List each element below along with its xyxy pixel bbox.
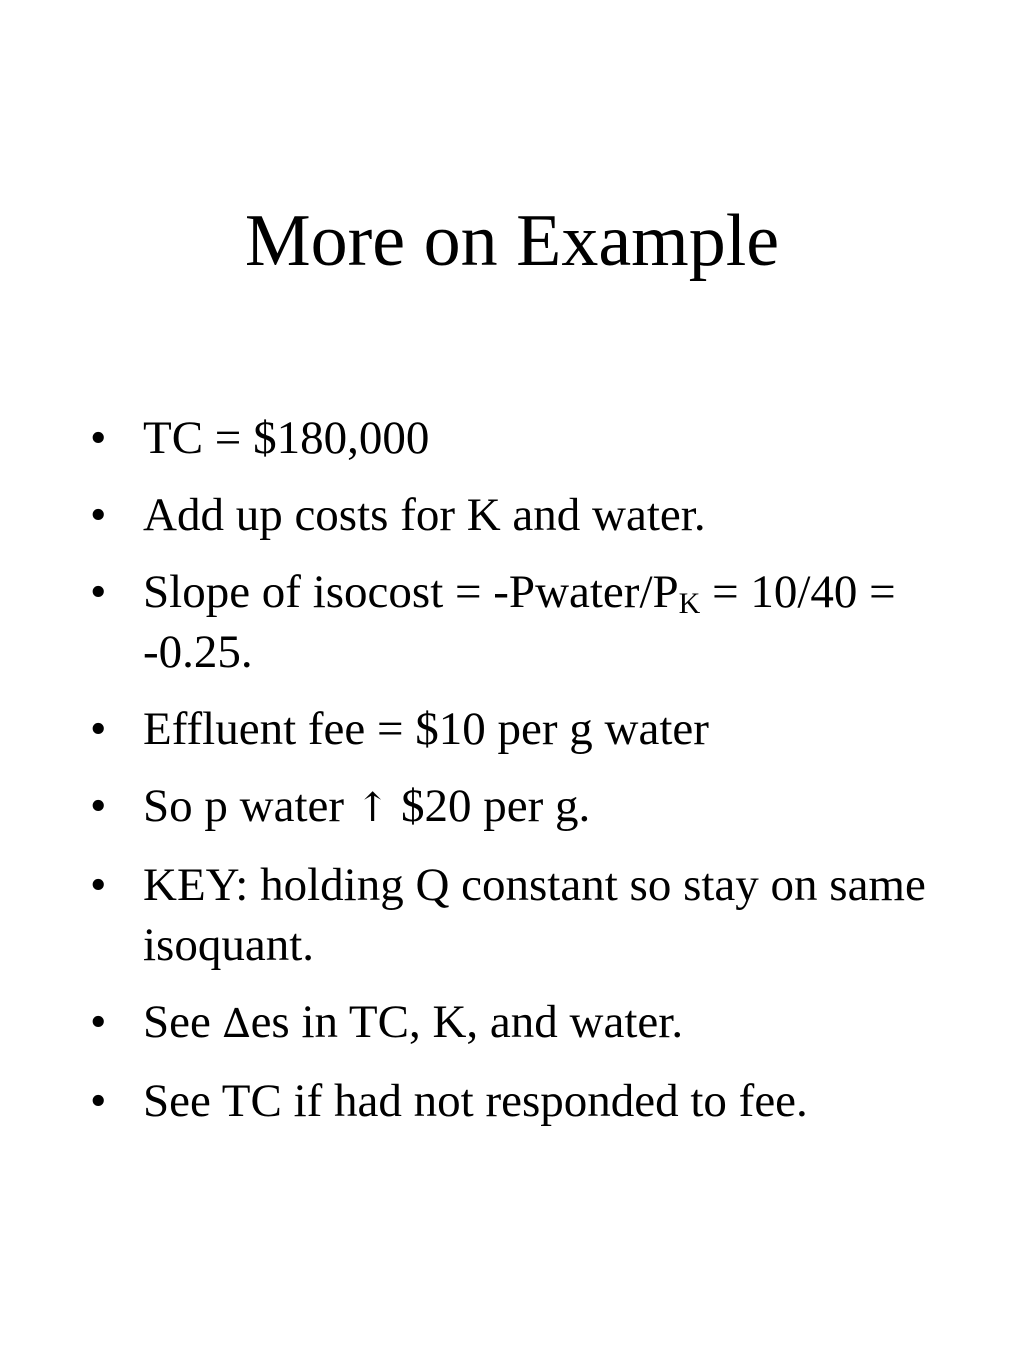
bullet-glyph: •	[90, 859, 107, 911]
bullet-glyph: •	[90, 566, 107, 618]
bullet-item-no-response	[90, 1071, 970, 1131]
bullet-item-total-cost	[90, 408, 970, 468]
bullet-text: Effluent fee = $10 per g water	[143, 703, 709, 755]
bullet-text-part: Slope of isocost = -Pwater/P	[143, 566, 679, 618]
bullet-text-part: = 10/40 = -0.25.	[143, 566, 896, 678]
bullet-glyph: •	[90, 780, 107, 832]
bullet-text-part: $20 per g.	[389, 780, 591, 832]
bullet-text-part: So p water	[143, 780, 356, 832]
bullet-text-part: See	[143, 996, 223, 1048]
bullet-glyph: •	[90, 412, 107, 464]
bullet-list	[90, 408, 970, 1148]
bullet-text	[143, 780, 590, 832]
bullet-text: KEY: holding Q constant so stay on same isoquant.	[143, 859, 926, 971]
bullet-text: See TC if had not responded to fee.	[143, 1075, 808, 1127]
bullet-item-changes	[90, 992, 970, 1054]
bullet-text: TC = $180,000	[143, 412, 430, 464]
delta-icon: ∆	[222, 1001, 251, 1047]
bullet-glyph: •	[90, 489, 107, 541]
bullet-glyph: •	[90, 996, 107, 1048]
bullet-glyph: •	[90, 1075, 107, 1127]
bullet-text	[143, 996, 683, 1048]
bullet-item-key-isoquant	[90, 855, 970, 975]
bullet-text	[143, 566, 896, 678]
bullet-item-isocost-slope	[90, 562, 970, 682]
bullet-item-effluent-fee	[90, 699, 970, 759]
subscript-k: K	[678, 587, 701, 620]
bullet-text: Add up costs for K and water.	[143, 489, 706, 541]
bullet-glyph: •	[90, 703, 107, 755]
bullet-item-add-costs	[90, 485, 970, 545]
bullet-text-part: es in TC, K, and water.	[250, 996, 684, 1048]
up-arrow-icon: ↑	[355, 785, 390, 831]
slide-title: More on Example	[244, 200, 780, 282]
bullet-item-water-price-increase	[90, 776, 970, 838]
